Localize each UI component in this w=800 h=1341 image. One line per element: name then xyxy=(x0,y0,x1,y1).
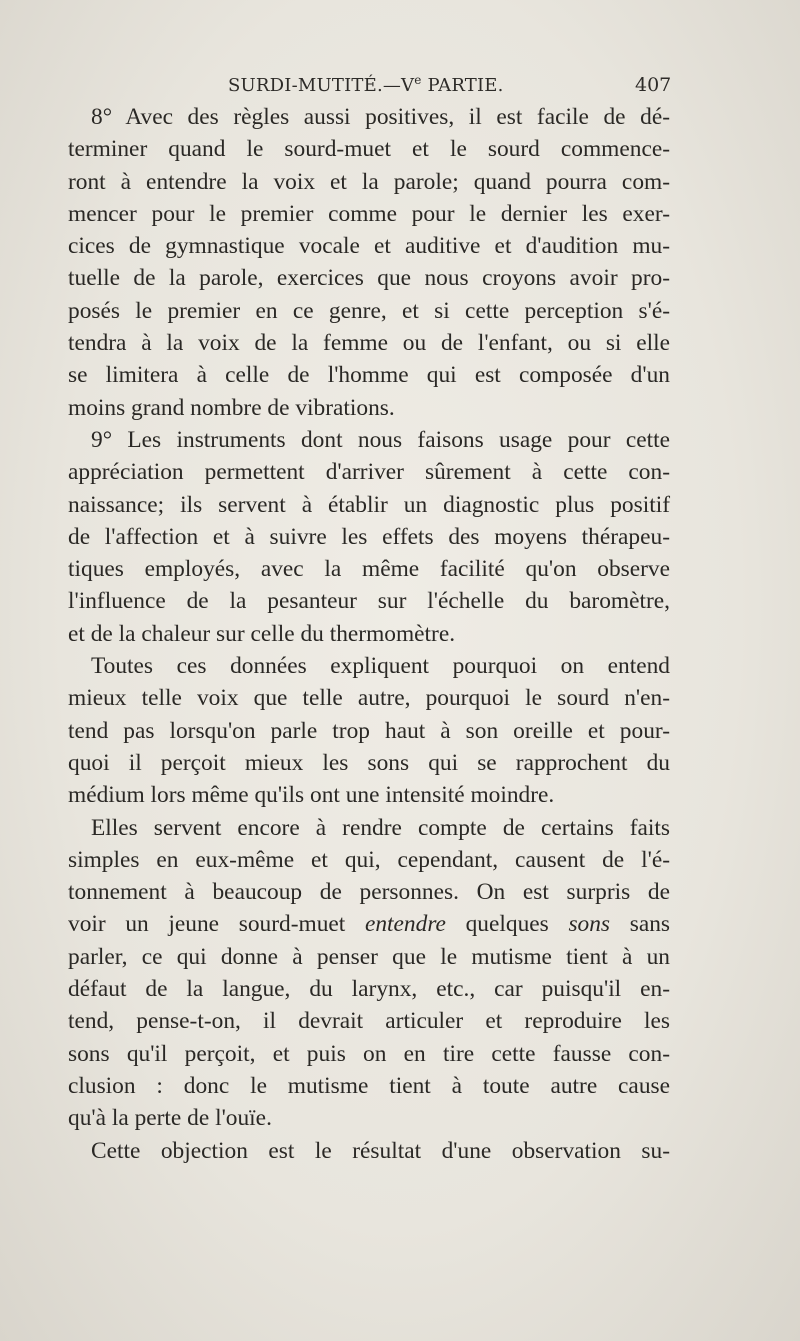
running-title: SURDI-MUTITÉ.—V xyxy=(228,75,415,96)
text-line: Toutes ces données expliquent pourquoi on entend xyxy=(91,653,670,680)
running-head xyxy=(228,73,504,96)
text-line: 9° Les instruments dont nous faisons usage pour cette xyxy=(91,426,670,453)
text-line: tuelle de la parole, exercices que nous croyons avoir pro- xyxy=(68,265,670,292)
text-line: tonnement à beaucoup de personnes. On est surpris de xyxy=(68,879,670,906)
text-segment: voir un jeune sourd-muet xyxy=(68,911,365,938)
running-title-superscript: e xyxy=(414,73,422,87)
text-line: médium lors même qu'ils ont une intensité moindre. xyxy=(68,782,555,809)
text-line: naissance; ils servent à établir un diagnostic plus positif xyxy=(68,491,670,518)
text-line: ront à entendre la voix et la parole; quand pourra com- xyxy=(68,168,670,195)
text-line: de l'affection et à suivre les effets des moyens thérapeu- xyxy=(68,523,670,550)
text-line: l'influence de la pesanteur sur l'échelle du baromètre, xyxy=(68,588,670,615)
text-line: Elles servent encore à rendre compte de certains faits xyxy=(91,814,670,841)
text-line: mieux telle voix que telle autre, pourquoi le sourd n'en- xyxy=(68,685,670,712)
text-line-with-italics xyxy=(68,908,670,940)
text-segment: quelques xyxy=(445,911,569,938)
text-line: se limitera à celle de l'homme qui est composée d'un xyxy=(68,362,670,389)
text-line: posés le premier en ce genre, et si cette perception s'é- xyxy=(68,297,670,324)
text-line: tiques employés, avec la même facilité qu'on observe xyxy=(68,556,670,583)
text-line: défaut de la langue, du larynx, etc., car puisqu'il en- xyxy=(68,976,670,1003)
text-line: moins grand nombre de vibrations. xyxy=(68,394,395,421)
body-text xyxy=(68,101,670,1167)
text-line: Cette objection est le résultat d'une observation su- xyxy=(91,1137,670,1164)
text-line: mencer pour le premier comme pour le dernier les exer- xyxy=(68,200,670,227)
text-line: clusion : donc le mutisme tient à toute autre cause xyxy=(68,1072,670,1099)
text-line: appréciation permettent d'arriver sûrement à cette con- xyxy=(68,459,670,486)
text-line: tend pas lorsqu'on parle trop haut à son oreille et pour- xyxy=(68,717,670,744)
italic-word: sons xyxy=(568,911,611,938)
text-line: simples en eux-même et qui, cependant, causent de l'é- xyxy=(68,846,670,873)
page-number: 407 xyxy=(635,74,672,96)
text-line: cices de gymnastique vocale et auditive et d'audition mu- xyxy=(68,233,670,260)
text-line: et de la chaleur sur celle du thermomètre. xyxy=(68,620,456,647)
text-line: quoi il perçoit mieux les sons qui se rapprochent du xyxy=(68,749,670,776)
text-line: 8° Avec des règles aussi positives, il est facile de dé- xyxy=(91,104,670,130)
running-title-end: PARTIE. xyxy=(421,75,504,96)
text-line: tend, pense-t-on, il devrait articuler et reproduire les xyxy=(68,1008,670,1035)
text-line: parler, ce qui donne à penser que le mutisme tient à un xyxy=(68,943,670,970)
text-line: terminer quand le sourd-muet et le sourd commence- xyxy=(68,136,670,163)
text-segment: sans xyxy=(610,911,671,938)
text-line: tendra à la voix de la femme ou de l'enfant, ou si elle xyxy=(68,330,670,357)
italic-word: entendre xyxy=(364,911,446,938)
text-line: qu'à la perte de l'ouïe. xyxy=(68,1105,272,1132)
text-line: sons qu'il perçoit, et puis on en tire cette fausse con- xyxy=(68,1040,670,1067)
